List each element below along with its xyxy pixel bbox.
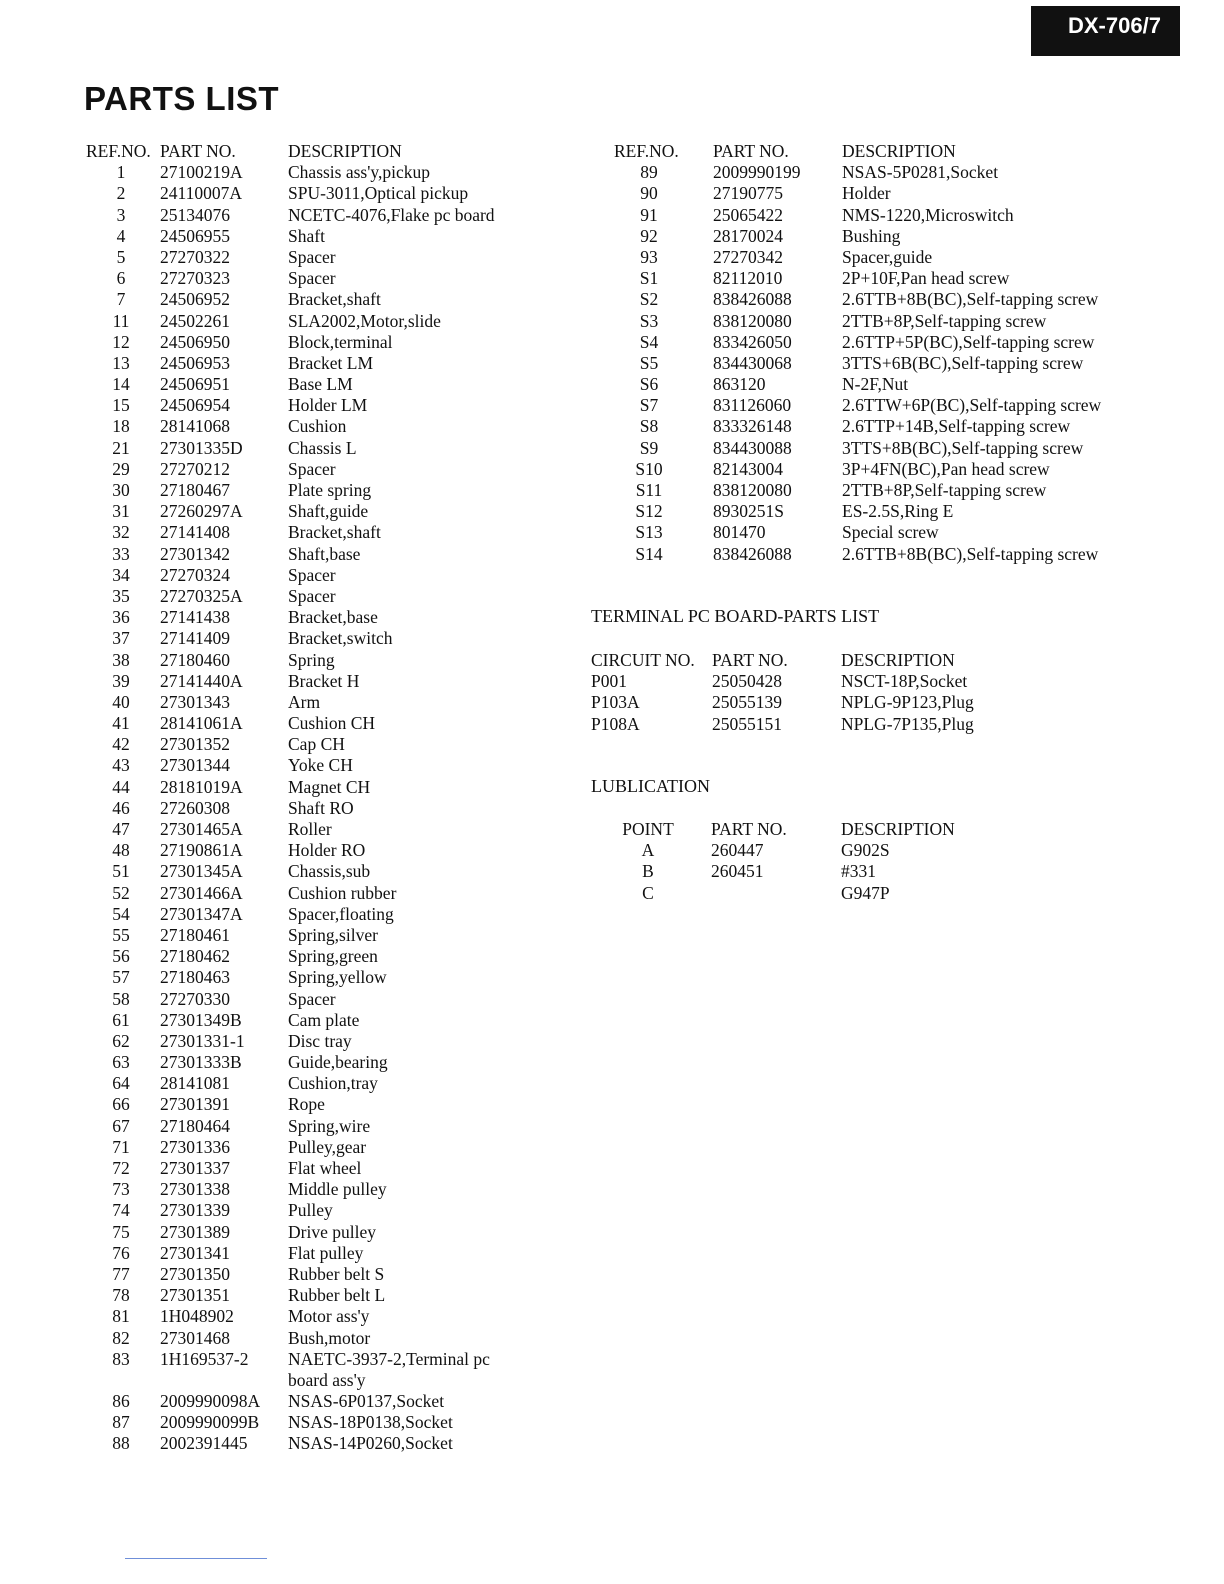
ref-no: 6	[116, 268, 126, 289]
part-no: 27301339	[160, 1200, 230, 1221]
description: Yoke CH	[288, 755, 353, 776]
description: Spring,yellow	[288, 967, 387, 988]
ref-no: 89	[640, 162, 658, 183]
part-no: 27301344	[160, 755, 230, 776]
part-no: 82112010	[713, 268, 783, 289]
circuit-no: P108A	[591, 713, 640, 734]
ref-no: S10	[635, 458, 663, 479]
ref-no: 73	[112, 1179, 130, 1200]
description: 2.6TTB+8B(BC),Self-tapping screw	[842, 543, 1099, 564]
description: Rope	[288, 1094, 325, 1115]
description: Chassis,sub	[288, 861, 371, 882]
part-no: 27141438	[160, 607, 230, 628]
point: A	[641, 840, 655, 861]
description: Spacer	[288, 268, 336, 289]
description: board ass'y	[288, 1369, 366, 1390]
description: 3P+4FN(BC),Pan head screw	[842, 458, 1050, 479]
description: G947P	[841, 882, 890, 903]
description: Bracket,shaft	[288, 289, 381, 310]
description: NCETC-4076,Flake pc board	[288, 204, 495, 225]
ref-no: S13	[635, 522, 663, 543]
part-no: 831126060	[713, 395, 792, 416]
point: B	[642, 861, 654, 882]
ref-no: 66	[112, 1094, 130, 1115]
ref-no: 51	[112, 861, 130, 882]
description: Special screw	[842, 522, 939, 543]
description: 2TTB+8P,Self-tapping screw	[842, 480, 1047, 500]
part-no: 28141081	[160, 1073, 230, 1094]
ref-no: 64	[112, 1073, 130, 1094]
ref-no: 62	[112, 1030, 130, 1051]
description: Spacer,floating	[288, 903, 394, 924]
part-no: 834430068	[713, 352, 792, 373]
part-no: 28141061A	[160, 713, 243, 734]
description: Chassis ass'y,pickup	[288, 162, 431, 183]
part-no: 27301331-1	[160, 1030, 245, 1051]
description: NAETC-3937-2,Terminal pc	[288, 1348, 490, 1369]
description: Shaft RO	[288, 797, 354, 818]
part-no: 27301338	[160, 1179, 230, 1200]
description: Spacer,guide	[842, 246, 933, 267]
description: 2.6TTB+8B(BC),Self-tapping screw	[842, 289, 1099, 310]
part-no: 24506951	[160, 374, 230, 395]
ref-no: S5	[639, 352, 659, 373]
part-no: 24110007A	[160, 183, 242, 204]
part-no: 27301336	[160, 1136, 230, 1157]
ref-no: 92	[640, 225, 658, 246]
ref-no: 76	[112, 1242, 130, 1263]
part-no: 27270330	[160, 988, 230, 1009]
ref-no: 39	[112, 670, 130, 691]
description: Arm	[288, 691, 321, 712]
ref-no: 43	[112, 755, 130, 776]
description: Spring,silver	[288, 924, 378, 945]
ref-no: 38	[112, 649, 130, 670]
part-no: 27180463	[160, 967, 230, 988]
description: 2.6TTP+5P(BC),Self-tapping screw	[842, 331, 1095, 352]
header-description: DESCRIPTION	[842, 141, 956, 161]
description: SLA2002,Motor,slide	[288, 310, 441, 331]
circuit-no: P001	[591, 671, 627, 692]
description: Bracket,base	[288, 607, 378, 628]
ref-no: 12	[112, 331, 130, 352]
part-no: 27100219A	[160, 162, 243, 183]
ref-no: 67	[112, 1115, 130, 1136]
description: Bushing	[842, 225, 901, 246]
part-no: 27301345A	[160, 861, 243, 882]
part-no: 27270325A	[160, 585, 243, 606]
part-no: 27301342	[160, 543, 230, 564]
description: Middle pulley	[288, 1179, 387, 1200]
description: Bush,motor	[288, 1327, 371, 1348]
part-no: 27180464	[160, 1115, 230, 1136]
part-no: 27260308	[160, 797, 230, 818]
ref-no: 86	[112, 1391, 130, 1412]
ref-no: 30	[112, 480, 130, 500]
ref-no: 87	[112, 1412, 130, 1433]
part-no: 82143004	[713, 458, 783, 479]
description: Pulley	[288, 1200, 333, 1221]
description: Bracket H	[288, 670, 360, 691]
ref-no: S4	[639, 331, 659, 352]
ref-no: 82	[112, 1327, 130, 1348]
ref-no: S1	[639, 268, 659, 289]
part-no: 834430088	[713, 437, 792, 458]
description: Shaft,guide	[288, 501, 369, 522]
part-no: 838426088	[713, 543, 792, 564]
description: NPLG-7P135,Plug	[841, 713, 974, 734]
ref-no: 2	[116, 183, 126, 204]
ref-no: 34	[112, 564, 130, 585]
ref-no: 75	[112, 1221, 130, 1242]
description: Bracket,shaft	[288, 522, 381, 543]
ref-no: 41	[112, 713, 130, 734]
ref-no: S9	[639, 437, 659, 458]
part-no: 27270323	[160, 268, 230, 289]
description: 3TTS+8B(BC),Self-tapping screw	[842, 437, 1084, 458]
description: Spring	[288, 649, 335, 670]
description: Cushion CH	[288, 713, 376, 734]
header-part-no: PART NO.	[711, 819, 787, 839]
ref-no: S8	[639, 416, 659, 437]
part-no: 260451	[711, 861, 764, 882]
ref-no: 44	[112, 776, 130, 797]
ref-no: 93	[640, 246, 658, 267]
part-no: 27301335D	[160, 437, 243, 458]
part-no: 27301389	[160, 1221, 230, 1242]
header-point: POINT	[622, 819, 674, 839]
part-no: 27301341	[160, 1242, 230, 1263]
ref-no: 83	[112, 1348, 130, 1369]
ref-no: 55	[112, 924, 130, 945]
description: Spacer	[288, 458, 336, 479]
part-no: 25055139	[712, 692, 782, 713]
ref-no: 5	[116, 246, 126, 267]
part-no: 27301347A	[160, 903, 243, 924]
part-no: 838120080	[713, 310, 792, 331]
part-no: 27141409	[160, 628, 230, 649]
ref-no: S11	[635, 480, 663, 500]
description: NSCT-18P,Socket	[841, 671, 968, 692]
ref-no: 52	[112, 882, 130, 903]
part-no: 24506952	[160, 289, 230, 310]
ref-no: 36	[112, 607, 130, 628]
ref-no: 37	[112, 628, 130, 649]
lubrication-section-title: LUBLICATION	[591, 776, 710, 796]
ref-no: 91	[640, 204, 658, 225]
ref-no: 78	[112, 1285, 130, 1306]
ref-no: S3	[639, 310, 659, 331]
ref-no: 3	[116, 204, 126, 225]
ref-no: S14	[635, 543, 663, 564]
description: Bracket,switch	[288, 628, 393, 649]
ref-no: 42	[112, 734, 130, 755]
part-no: 833426050	[713, 331, 792, 352]
description: Spacer	[288, 585, 336, 606]
part-no: 27180462	[160, 946, 230, 967]
description: Disc tray	[288, 1030, 352, 1051]
description: Roller	[288, 819, 332, 839]
description: NMS-1220,Microswitch	[842, 204, 1014, 225]
description: Spacer	[288, 246, 336, 267]
description: Motor ass'y	[288, 1306, 370, 1327]
ref-no: 4	[116, 225, 126, 246]
part-no: 27180467	[160, 480, 230, 500]
part-no: 25134076	[160, 204, 230, 225]
part-no: 25050428	[712, 671, 782, 692]
ref-no: 72	[112, 1158, 130, 1178]
ref-no: 48	[112, 840, 130, 861]
description: 2.6TTW+6P(BC),Self-tapping screw	[842, 395, 1102, 416]
circuit-no: P103A	[591, 692, 640, 713]
description: ES-2.5S,Ring E	[842, 501, 954, 522]
ref-no: S12	[635, 501, 663, 522]
part-no: 27270322	[160, 246, 230, 267]
ref-no: 14	[112, 374, 130, 395]
part-no: 24506955	[160, 225, 230, 246]
ref-no: 56	[112, 946, 130, 967]
part-no: 27270342	[713, 246, 783, 267]
part-no: 838426088	[713, 289, 792, 310]
part-no: 27301337	[160, 1158, 230, 1178]
part-no: 27301468	[160, 1327, 230, 1348]
part-no: 2009990199	[713, 162, 801, 183]
ref-no: 31	[112, 501, 130, 522]
description: Cushion	[288, 416, 347, 437]
part-no: 27301352	[160, 734, 230, 755]
header-part-no: PART NO.	[160, 141, 236, 161]
ref-no: 29	[112, 458, 130, 479]
terminal-section-title: TERMINAL PC BOARD-PARTS LIST	[591, 606, 880, 626]
description: Cap CH	[288, 734, 345, 755]
header-part-no: PART NO.	[712, 650, 788, 670]
part-no: 27190775	[713, 183, 783, 204]
description: NSAS-6P0137,Socket	[288, 1391, 445, 1412]
description: Holder RO	[288, 840, 366, 861]
part-no: 27141440A	[160, 670, 243, 691]
description: Cam plate	[288, 1009, 360, 1030]
ref-no: S6	[639, 374, 659, 395]
part-no: 28181019A	[160, 776, 243, 797]
ref-no: 71	[112, 1136, 130, 1157]
header-part-no: PART NO.	[713, 141, 789, 161]
description: 2TTB+8P,Self-tapping screw	[842, 310, 1047, 331]
description: Block,terminal	[288, 331, 393, 352]
description: Spring,wire	[288, 1115, 371, 1136]
part-no: 27190861A	[160, 840, 243, 861]
header-description: DESCRIPTION	[288, 141, 402, 161]
part-no: 27301465A	[160, 819, 243, 839]
description: Plate spring	[288, 480, 372, 500]
header-ref-no: REF.NO.	[614, 141, 679, 161]
description: NSAS-14P0260,Socket	[288, 1433, 453, 1454]
description: Shaft	[288, 225, 325, 246]
description: Chassis L	[288, 437, 357, 458]
ref-no: 81	[112, 1306, 130, 1327]
ref-no: 40	[112, 691, 130, 712]
ref-no: 33	[112, 543, 130, 564]
description: Holder LM	[288, 395, 368, 416]
description: Magnet CH	[288, 776, 371, 797]
part-no: 24506950	[160, 331, 230, 352]
description: Pulley,gear	[288, 1136, 367, 1157]
description: SPU-3011,Optical pickup	[288, 183, 469, 204]
part-no: 24506954	[160, 395, 230, 416]
part-no: 2009990099B	[160, 1412, 260, 1433]
point: C	[642, 882, 654, 903]
header-ref-no: REF.NO.	[86, 141, 151, 161]
page-title: PARTS LIST	[84, 80, 280, 117]
part-no: 833326148	[713, 416, 792, 437]
part-no: 27301391	[160, 1094, 230, 1115]
description: Shaft,base	[288, 543, 361, 564]
header-description: DESCRIPTION	[841, 819, 955, 839]
bottom-rule	[125, 1558, 267, 1559]
ref-no: 13	[112, 352, 130, 373]
ref-no: S7	[639, 395, 659, 416]
part-no: 27260297A	[160, 501, 243, 522]
description: 3TTS+6B(BC),Self-tapping screw	[842, 352, 1084, 373]
ref-no: 54	[112, 903, 130, 924]
part-no: 27301350	[160, 1263, 230, 1284]
description: 2P+10F,Pan head screw	[842, 268, 1010, 289]
description: Flat wheel	[288, 1158, 362, 1178]
part-no: 25055151	[712, 713, 782, 734]
part-no: 27180461	[160, 924, 230, 945]
description: Spacer	[288, 564, 336, 585]
part-no: 838120080	[713, 480, 792, 500]
description: Guide,bearing	[288, 1052, 388, 1073]
ref-no: 21	[112, 437, 130, 458]
description: NPLG-9P123,Plug	[841, 692, 974, 713]
header-description: DESCRIPTION	[841, 650, 955, 670]
description: 2.6TTP+14B,Self-tapping screw	[842, 416, 1071, 437]
description: Flat pulley	[288, 1242, 364, 1263]
ref-no: 35	[112, 585, 130, 606]
part-no: 28141068	[160, 416, 230, 437]
ref-no: S2	[639, 289, 659, 310]
part-no: 863120	[713, 374, 766, 395]
part-no: 27301349B	[160, 1009, 242, 1030]
part-no: 27301351	[160, 1285, 230, 1306]
part-no: 27301333B	[160, 1052, 242, 1073]
description: Drive pulley	[288, 1221, 376, 1242]
part-no: 8930251S	[713, 501, 784, 522]
ref-no: 7	[116, 289, 126, 310]
ref-no: 74	[112, 1200, 130, 1221]
description: Bracket LM	[288, 352, 374, 373]
ref-no: 18	[112, 416, 130, 437]
ref-no: 58	[112, 988, 130, 1009]
description: #331	[841, 861, 876, 882]
description: Rubber belt L	[288, 1285, 386, 1306]
description: Base LM	[288, 374, 353, 395]
part-no: 27301343	[160, 691, 230, 712]
part-no: 27270324	[160, 564, 230, 585]
description: Spring,green	[288, 946, 378, 967]
ref-no: 61	[112, 1009, 130, 1030]
part-no: 27270212	[160, 458, 230, 479]
ref-no: 11	[112, 310, 130, 331]
ref-no: 88	[112, 1433, 130, 1454]
part-no: 1H048902	[160, 1306, 234, 1327]
ref-no: 32	[112, 522, 130, 543]
description: NSAS-5P0281,Socket	[842, 162, 999, 183]
ref-no: 90	[640, 183, 658, 204]
description: Cushion,tray	[288, 1073, 378, 1094]
description: Cushion rubber	[288, 882, 397, 903]
part-no: 24506953	[160, 352, 230, 373]
description: Spacer	[288, 988, 336, 1009]
ref-no: 47	[112, 819, 130, 839]
part-no: 27141408	[160, 522, 230, 543]
part-no: 24502261	[160, 310, 230, 331]
part-no: 2002391445	[160, 1433, 248, 1454]
part-no: 260447	[711, 840, 764, 861]
ref-no: 46	[112, 797, 130, 818]
ref-no: 77	[112, 1263, 130, 1284]
part-no: 27301466A	[160, 882, 243, 903]
part-no: 2009990098A	[160, 1391, 261, 1412]
ref-no: 63	[112, 1052, 130, 1073]
part-no: 27180460	[160, 649, 230, 670]
part-no: 1H169537-2	[160, 1348, 249, 1369]
ref-no: 57	[112, 967, 130, 988]
description: NSAS-18P0138,Socket	[288, 1412, 453, 1433]
header-circuit-no: CIRCUIT NO.	[591, 650, 695, 670]
description: G902S	[841, 840, 890, 861]
part-no: 801470	[713, 522, 766, 543]
description: Holder	[842, 183, 891, 204]
ref-no: 15	[112, 395, 130, 416]
part-no: 25065422	[713, 204, 783, 225]
part-no: 28170024	[713, 225, 783, 246]
description: Rubber belt S	[288, 1263, 385, 1284]
description: N-2F,Nut	[842, 374, 909, 395]
ref-no: 1	[116, 162, 126, 183]
model-badge: DX-706/7	[1031, 6, 1180, 56]
